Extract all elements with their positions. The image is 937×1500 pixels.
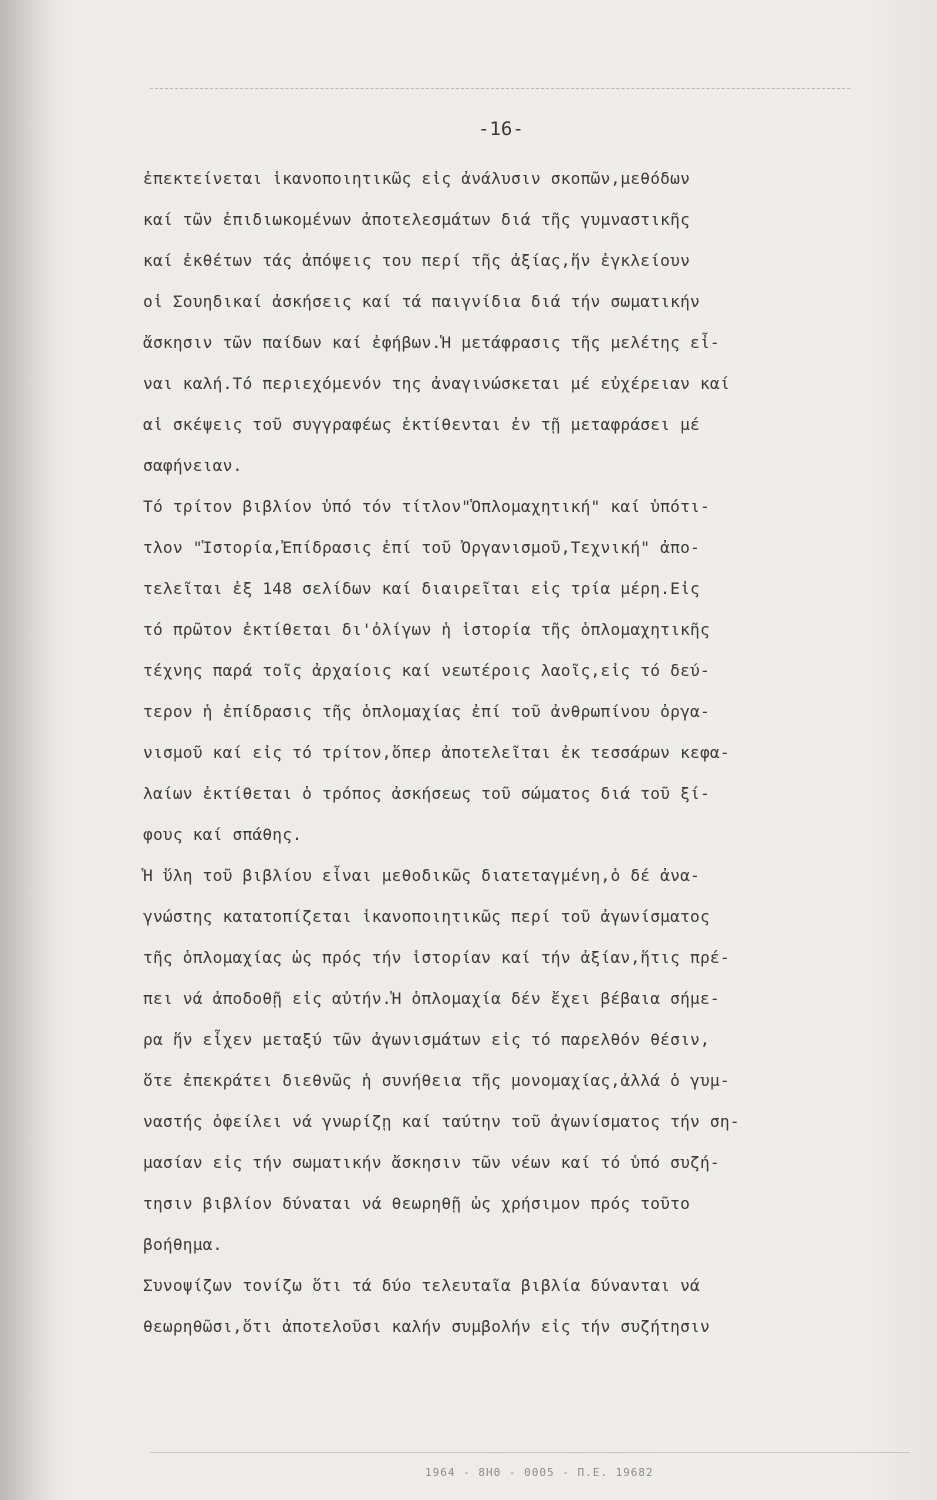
text-line: ναι καλή.Τό περιεχόμενόν της ἀναγινώσκεται μέ εὐχέρειαν καί [143,374,730,393]
top-rule [150,88,850,89]
text-line: τησιν βιβλίον δύναται νά θεωρηθῇ ὡς χρήσιμον πρός τοῦτο [143,1194,691,1213]
text-line: Ἡ ὕλη τοῦ βιβλίου εἶναι μεθοδικῶς διατεταγμένη,ὁ δέ ἀνα- [143,866,700,885]
text-line: ρα ἥν εἶχεν μεταξύ τῶν ἀγωνισμάτων εἰς τό παρελθόν θέσιν, [143,1030,710,1049]
text-line: ἐπεκτείνεται ἱκανοποιητικῶς εἰς ἀνάλυσιν σκοπῶν,μεθόδων [143,169,691,188]
text-line: μασίαν εἰς τήν σωματικήν ἄσκησιν τῶν νέων καί τό ὑπό συζή- [143,1153,720,1172]
text-line: λαίων ἐκτίθεται ὁ τρόπος ἀσκήσεως τοῦ σώματος διά τοῦ ξί- [143,784,710,803]
text-line: Τό τρίτον βιβλίον ὑπό τόν τίτλον"Ὁπλομαχητική" καί ὑπότι- [143,497,710,516]
text-line: ναστής ὀφείλει νά γνωρίζῃ καί ταύτην τοῦ ἀγωνίσματος τήν ση- [143,1112,740,1131]
text-line: τερον ἡ ἐπίδρασις τῆς ὁπλομαχίας ἐπί τοῦ ἀνθρωπίνου ὀργα- [143,702,710,721]
text-line: τλον "Ἱστορία,Ἐπίδρασις ἐπί τοῦ Ὀργανισμοῦ,Τεχνική" ἀπο- [143,538,700,557]
text-line: βοήθημα. [143,1235,223,1254]
text-line: τό πρῶτον ἐκτίθεται δι'ὀλίγων ἡ ἱστορία τῆς ὁπλομαχητικῆς [143,620,710,639]
bottom-border [150,1452,910,1453]
text-line: πει νά ἀποδοθῇ εἰς αὐτήν.Ἡ ὁπλομαχία δέν ἔχει βέβαια σήμε- [143,989,720,1008]
body-text [143,158,933,1347]
text-line: φους καί σπάθης. [143,825,303,844]
text-line: τέχνης παρά τοῖς ἀρχαίοις καί νεωτέροις λαοῖς,εἰς τό δεύ- [143,661,710,680]
text-line: νισμοῦ καί εἰς τό τρίτον,ὅπερ ἀποτελεῖται ἐκ τεσσάρων κεφα- [143,743,730,762]
text-line: Συνοψίζων τονίζω ὅτι τά δύο τελευταῖα βιβλία δύνανται νά [143,1276,700,1295]
text-line: γνώστης κατατοπίζεται ἱκανοποιητικῶς περί τοῦ ἀγωνίσματος [143,907,710,926]
scan-margin-shadow [0,0,55,1500]
text-line: αἱ σκέψεις τοῦ συγγραφέως ἐκτίθενται ἐν τῇ μεταφράσει μέ [143,415,700,434]
text-line: καί τῶν ἐπιδιωκομένων ἀποτελεσμάτων διά τῆς γυμναστικῆς [143,210,691,229]
text-line: σαφήνειαν. [143,456,243,475]
text-line: θεωρηθῶσι,ὅτι ἀποτελοῦσι καλήν συμβολήν εἰς τήν συζήτησιν [143,1317,710,1336]
page-number: -16- [478,118,524,140]
text-line: καί ἐκθέτων τάς ἀπόψεις του περί τῆς ἀξίας,ἥν ἐγκλείουν [143,251,691,270]
footer-print-mark: 1964 - 8ΗΘ - 0005 - Π.Ε. 19682 [425,1466,654,1479]
text-line: ὅτε ἐπεκράτει διεθνῶς ἡ συνήθεια τῆς μονομαχίας,ἀλλά ὁ γυμ- [143,1071,730,1090]
text-line: τῆς ὁπλομαχίας ὡς πρός τήν ἱστορίαν καί τήν ἀξίαν,ἥτις πρέ- [143,948,730,967]
text-line: ἄσκησιν τῶν παίδων καί ἐφήβων.Ἡ μετάφρασις τῆς μελέτης εἶ- [143,333,720,352]
text-line: τελεῖται ἐξ 148 σελίδων καί διαιρεῖται εἰς τρία μέρη.Εἰς [143,579,700,598]
text-line: οἱ Σουηδικαί ἀσκήσεις καί τά παιγνίδια διά τήν σωματικήν [143,292,700,311]
